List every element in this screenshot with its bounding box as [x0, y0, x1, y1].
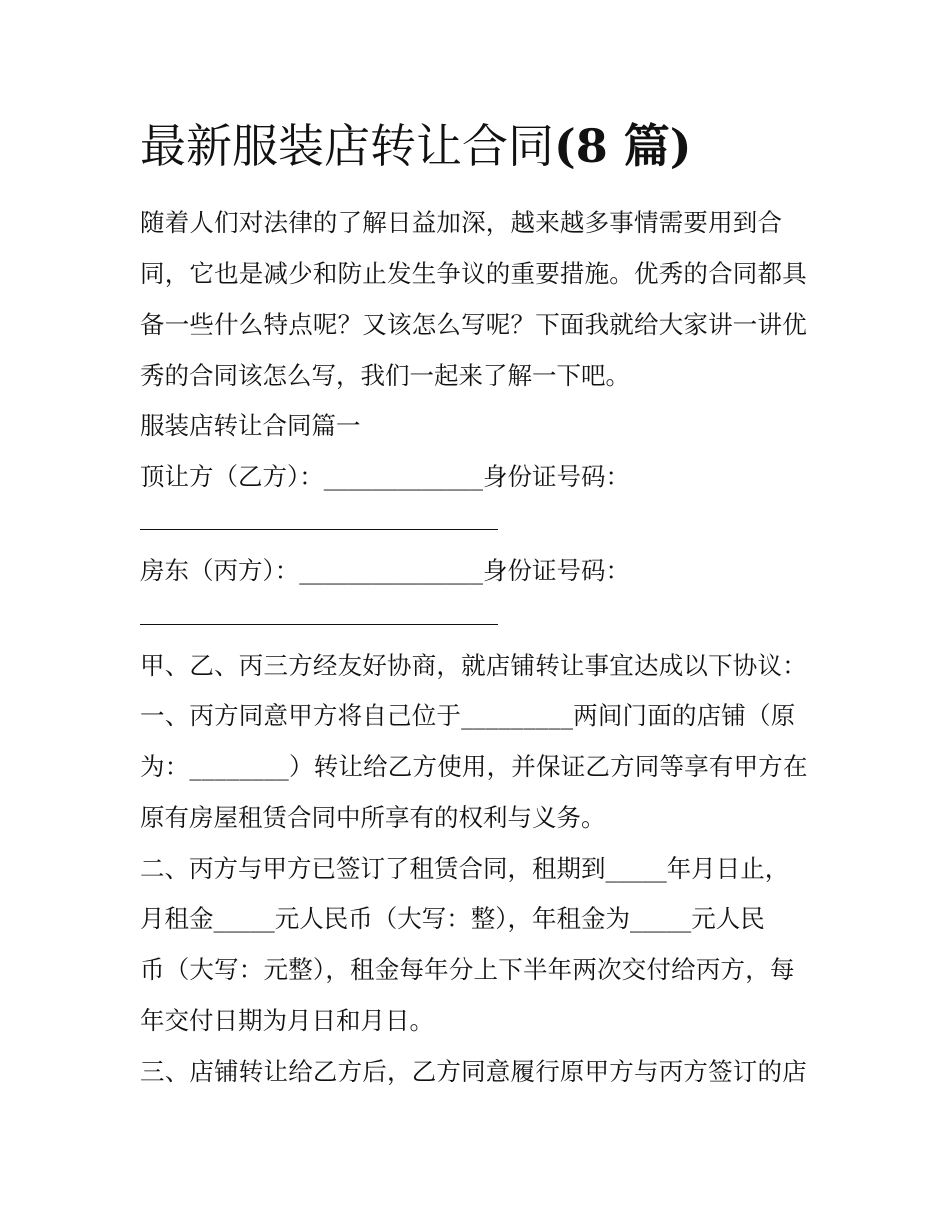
clause-1-line-2: 为：________）转让给乙方使用，并保证乙方同等享有甲方在	[140, 752, 808, 781]
landlord-line: 房东（丙方）：_______________身份证号码：	[140, 556, 630, 585]
transferee-id-blank	[140, 529, 498, 531]
intro-line-4: 秀的合同该怎么写，我们一起来了解一下吧。	[140, 361, 630, 390]
intro-line-2: 同，它也是减少和防止发生争议的重要措施。优秀的合同都具	[140, 259, 807, 288]
intro-line-1: 随着人们对法律的了解日益加深，越来越多事情需要用到合	[140, 208, 783, 237]
transferee-line: 顶让方（乙方）：_____________身份证号码：	[140, 462, 630, 491]
landlord-id-blank	[140, 624, 498, 626]
title-suffix: (8 篇)	[554, 119, 692, 173]
clause-2-line-4: 年交付日期为月日和月日。	[140, 1006, 434, 1035]
clause-2-line-1: 二、丙方与甲方已签订了租赁合同，租期到_____年月日止，	[140, 854, 790, 883]
agreement-intro-line: 甲、乙、丙三方经友好协商，就店铺转让事宜达成以下协议：	[140, 651, 807, 680]
section-heading: 服装店转让合同篇一	[140, 411, 361, 440]
clause-2-line-3: 币（大写：元整），租金每年分上下半年两次交付给丙方，每	[140, 955, 795, 984]
intro-line-3: 备一些什么特点呢？又该怎么写呢？下面我就给大家讲一讲优	[140, 310, 807, 339]
clause-1-line-1: 一、丙方同意甲方将自己位于_________两间门面的店铺（原	[140, 701, 796, 730]
title-main: 最新服装店转让合同	[140, 119, 554, 173]
clause-2-line-2: 月租金_____元人民币（大写：整），年租金为_____元人民	[140, 904, 765, 933]
document-title	[140, 114, 692, 178]
clause-3-line-1: 三、店铺转让给乙方后，乙方同意履行原甲方与丙方签订的店	[140, 1057, 807, 1086]
clause-1-line-3: 原有房屋租赁合同中所享有的权利与义务。	[140, 803, 606, 832]
